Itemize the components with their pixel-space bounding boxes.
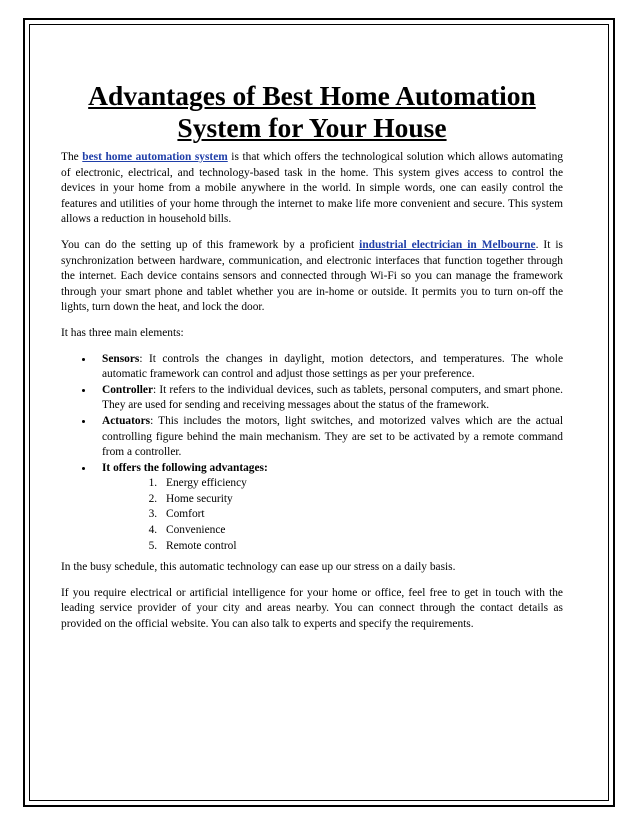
advantage-item: 1. Energy efficiency [160, 476, 563, 492]
paragraph-intro [61, 150, 563, 228]
desc-controller: : It refers to the individual devices, such as tablets, personal computers, and smart phone. They are used for sending and receiving messages about the status of the framework. [102, 383, 563, 412]
list-item-actuators [94, 414, 563, 461]
list-item-controller [94, 383, 563, 414]
paragraph-setup [61, 238, 563, 316]
paragraph-contact: If you require electrical or artificial intelligence for your home or office, feel free to get in touch with the leading service provider of your city and areas nearby. You can connect through the contact details as provided on the official website. You can also talk to experts and specify the requirements. [61, 586, 563, 631]
document-title: Advantages of Best Home Automation System for Your House [88, 80, 536, 143]
desc-actuators: : This includes the motors, light switches, and motorized valves which are the actual controlling figure behind the main mechanism. They are set to be activated by a remote command from a controller. [102, 414, 563, 459]
list-item-sensors [94, 352, 563, 383]
advantage-item: 5. Remote control [160, 539, 563, 555]
desc-sensors: : It controls the changes in daylight, motion detectors, and temperatures. The whole automatic framework can control and adjust those settings as per your preference. [102, 352, 563, 381]
advantages-list [102, 476, 563, 554]
term-controller: Controller [102, 383, 154, 396]
advantage-item: 2. Home security [160, 492, 563, 508]
paragraph-elements-intro: It has three main elements: [61, 326, 184, 339]
term-actuators: Actuators [102, 414, 151, 427]
link-industrial-electrician[interactable]: industrial electrician in Melbourne [359, 238, 536, 251]
advantages-heading: It offers the following advantages: [102, 461, 268, 474]
list-item-advantages [94, 461, 563, 555]
document-body [61, 80, 563, 643]
paragraph-setup-prefix: You can do the setting up of this framework by a proficient [61, 238, 360, 251]
paragraph-stress: In the busy schedule, this automatic technology can ease up our stress on a daily basis. [61, 561, 456, 574]
paragraph-intro-prefix: The [61, 151, 83, 163]
advantage-item: 4. Convenience [160, 523, 563, 539]
paragraph-intro-suffix: is that which offers the technological solution which allows automating of electronic, electrical, and technology-based task in the home. This system gives access to control the devices in your home from a mobile anywhere in the world. In simple words, one can easily control the features and utilities of your home through the internet to make life more convenient and secure. This system allows a reduction in household bills. [61, 151, 564, 226]
paragraph-setup-suffix: . It is synchronization between hardware, communication, and electronic interfaces that function together through the internet. Each device contains sensors and connected through Wi-Fi so you can manage the framework through your smart phone and tablet whether you are in-home or outside. It permits you to turn on-off the lights, turn down the heat, and lock the door. [61, 238, 563, 314]
advantage-item: 3. Comfort [160, 507, 563, 523]
term-sensors: Sensors [102, 352, 140, 365]
link-best-home-automation-system[interactable]: best home automation system [82, 151, 228, 163]
elements-list [61, 352, 563, 555]
